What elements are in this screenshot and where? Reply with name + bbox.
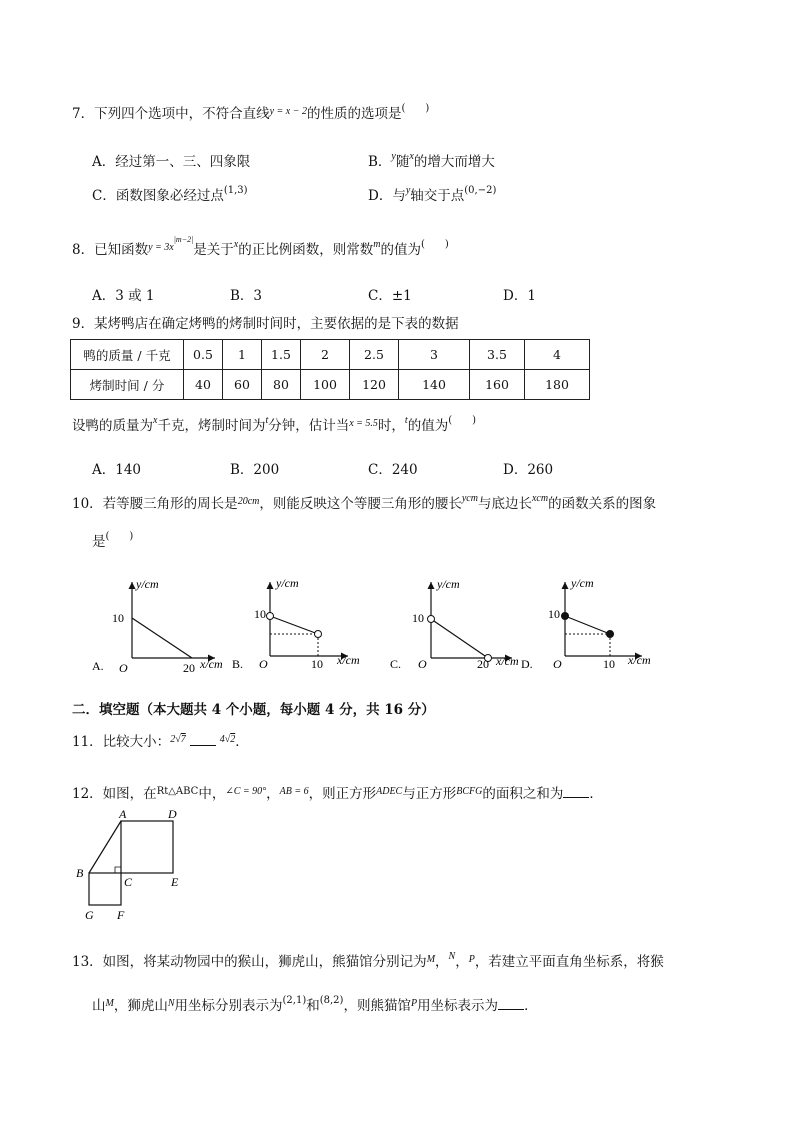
q7-d-prefix: D．与 [368, 188, 406, 204]
q13-m: M [426, 954, 436, 965]
q12-label-g: G [85, 908, 94, 922]
q7-b-post: 的增大而增大 [413, 154, 495, 170]
graph-c-y10: 10 [412, 611, 424, 625]
q12-square-2: BCFG [456, 786, 483, 797]
q10-stem [72, 492, 656, 512]
table-cell: 1.5 [262, 340, 301, 370]
q8-paren: ( ) [420, 239, 449, 250]
q7-d-mid: 轴交于点 [410, 188, 465, 204]
q8-m: m [373, 239, 381, 250]
q11-end: ． [235, 734, 249, 750]
section-2-heading: 二．填空题（本大题共 4 个小题，每小题 4 分，共 16 分） [72, 702, 435, 718]
graph-c-xlabel: x/cm [496, 654, 519, 668]
q13-stem [72, 950, 664, 970]
graph-a-y10: 10 [112, 611, 124, 625]
table-cell: 2 [301, 340, 350, 370]
q13-point-1: (2,1) [282, 995, 307, 1006]
q13-n: N [448, 951, 456, 962]
q13-p2: P [410, 998, 418, 1009]
q11-stem [72, 730, 249, 750]
q8-equation: y = 3x [148, 242, 174, 253]
q13-c1: ， [435, 954, 449, 970]
q11-stem-text: 11．比较大小： [72, 734, 171, 750]
q7-stem-b: 的性质的选项是 [306, 106, 402, 122]
q12-stem-c: ，则正方形 [308, 786, 377, 802]
q13-stem-b: ，若建立平面直角坐标系，将猴 [474, 954, 664, 970]
q12-figure [72, 806, 202, 924]
q12-stem [72, 782, 603, 802]
q12-angle: ∠C = 90° [225, 786, 267, 797]
graph-a-xlabel: x/cm [200, 657, 223, 671]
graph-d-ylabel: y/cm [571, 576, 594, 590]
graph-b-x10: 10 [311, 657, 323, 671]
graph-b-y10: 10 [254, 607, 266, 621]
q8-option-d: D．1 [503, 288, 536, 304]
q9-follow-e: 的值为 [407, 418, 449, 434]
q7-stem-a: 7．下列四个选项中，不符合直线 [72, 106, 270, 122]
q7-b-x: x [409, 151, 414, 162]
q9-data-table [70, 339, 590, 400]
q13-line2-c: 用坐标分别表示为 [174, 998, 283, 1014]
q10-stem-2 [92, 530, 133, 550]
table-cell: 140 [399, 370, 470, 400]
q12-label-e: E [171, 875, 179, 889]
q9-t: t [265, 415, 269, 426]
q7-d-point: (0,−2) [464, 185, 497, 196]
q8-option-b: B．3 [230, 288, 263, 304]
graph-d [521, 576, 651, 671]
graph-b-origin: O [259, 657, 268, 671]
q9-follow-a: 设鸭的质量为 [72, 418, 153, 434]
q8-exponent: |m−2| [173, 235, 194, 244]
q10-ycm: ycm [461, 493, 478, 504]
q13-line2-f: 用坐标表示为 [417, 998, 499, 1014]
q8-option-a: A．3 或 1 [92, 288, 155, 304]
q10-paren: ( ) [105, 531, 134, 542]
q13-point-2: (8,2) [319, 995, 344, 1006]
graph-a-x20: 20 [183, 661, 195, 675]
q12-label-b: B [76, 866, 84, 880]
q13-answer-blank [498, 997, 524, 1010]
table-cell: 120 [350, 370, 399, 400]
q10-stem-a: 10．若等腰三角形的周长是 [72, 496, 238, 512]
q10-stem-b: ，则能反映这个等腰三角形的腰长 [259, 496, 462, 512]
graph-a-ylabel: y/cm [136, 577, 159, 591]
table-cell: 180 [525, 370, 590, 400]
q11-rhs-coef: 4 [219, 734, 225, 745]
q12-stem-d: 与正方形 [402, 786, 457, 802]
graph-b-xlabel: x/cm [337, 653, 360, 667]
q10-perimeter: 20cm [237, 496, 260, 507]
q12-label-d: D [168, 807, 177, 821]
q13-line2-d: 和 [306, 998, 320, 1014]
graph-b-ylabel: y/cm [276, 576, 299, 590]
q13-n2: N [167, 998, 175, 1009]
q8-x: x [233, 239, 239, 250]
q8-stem [72, 235, 449, 258]
q11-rhs-radicand: 2 [230, 734, 236, 745]
graph-b-letter: B. [232, 657, 244, 671]
q7-paren: ( ) [401, 103, 430, 114]
q7-equation: y = x − 2 [269, 106, 307, 117]
q10-stem-d: 的函数关系的图象 [548, 496, 657, 512]
q12-label-a: A [119, 807, 127, 821]
q8-stem-a: 8．已知函数 [72, 242, 149, 258]
graph-d-xlabel: x/cm [628, 653, 651, 667]
graph-d-x10: 10 [603, 657, 615, 671]
table-cell: 80 [262, 370, 301, 400]
graph-d-letter: D. [521, 657, 533, 671]
q7-d-y: y [405, 185, 411, 196]
q9-follow [72, 414, 476, 434]
graph-c-origin: O [418, 657, 427, 671]
q7-c-prefix: C．函数图象必经过点 [92, 188, 224, 204]
q11-rhs: 4√2 [219, 734, 236, 745]
q7-option-a: A．经过第一、三、四象限 [92, 154, 251, 170]
q10-stem-e: 是 [92, 534, 106, 550]
q9-option-b: B．200 [230, 462, 280, 478]
table-cell: 100 [301, 370, 350, 400]
graph-b [232, 576, 360, 671]
q9-option-a: A．140 [92, 462, 142, 478]
graph-c-x20: 20 [477, 657, 489, 671]
q13-line2-e: ，则熊猫馆 [343, 998, 411, 1014]
graph-a-origin: O [119, 661, 128, 675]
table-row [71, 340, 590, 370]
q7-option-b [368, 150, 495, 170]
q9-x: x [153, 415, 158, 426]
q12-stem-e: 的面积之和为 [482, 786, 564, 802]
q7-c-point: (1,3) [223, 185, 248, 196]
q13-m2: M [105, 998, 114, 1009]
q12-label-f: F [117, 908, 125, 922]
q13-line2-b: ，狮虎山 [113, 998, 168, 1014]
table-cell: 3.5 [470, 340, 525, 370]
q13-end: ． [524, 998, 538, 1014]
q9-stem: 9．某烤鸭店在确定烤鸭的烤制时间时，主要依据的是下表的数据 [72, 316, 459, 332]
q11-lhs-radicand: 7 [180, 734, 186, 745]
q7-option-d [368, 184, 496, 204]
graph-a-letter: A. [92, 659, 104, 673]
graph-d-y10: 10 [548, 607, 560, 621]
q8-stem-c: 的正比例函数，则常数 [238, 242, 374, 258]
q12-answer-blank [563, 785, 589, 798]
q11-answer-blank [190, 733, 216, 746]
q10-xcm: xcm [531, 493, 549, 504]
q10-stem-c: 与底边长 [477, 496, 532, 512]
q7-stem [72, 102, 429, 122]
table-cell-label: 烤制时间 / 分 [71, 370, 184, 400]
q9-option-c: C．240 [368, 462, 418, 478]
graph-d-origin: O [553, 657, 562, 671]
q8-stem-b: 是关于 [193, 242, 234, 258]
q7-b-mid: 随 [395, 154, 410, 170]
q12-end: ． [589, 786, 603, 802]
table-cell: 40 [184, 370, 223, 400]
q13-line2-a: 山 [92, 998, 106, 1014]
table-cell: 4 [525, 340, 590, 370]
table-cell: 160 [470, 370, 525, 400]
table-cell: 0.5 [184, 340, 223, 370]
q11-lhs-coef: 2 [170, 734, 176, 745]
q12-triangle: Rt△ABC [156, 786, 199, 797]
q12-sep: ， [266, 786, 280, 802]
q9-follow-d: 时， [377, 418, 405, 434]
q9-follow-c: 分钟，估计当 [268, 418, 350, 434]
table-cell: 3 [399, 340, 470, 370]
table-cell-label: 鸭的质量 / 千克 [71, 340, 184, 370]
table-cell: 2.5 [350, 340, 399, 370]
graph-a [92, 577, 223, 675]
q12-stem-a: 12．如图，在 [72, 786, 157, 802]
q9-t2: t [404, 415, 408, 426]
table-row [71, 370, 590, 400]
q7-option-c [92, 184, 248, 204]
q9-option-d: D．260 [503, 462, 554, 478]
q10-graph-figures [0, 570, 800, 690]
q13-stem-2 [92, 994, 538, 1014]
graph-c [390, 577, 519, 671]
q7-b-y: y [391, 151, 396, 162]
q9-condition: x = 5.5 [349, 418, 378, 429]
q9-follow-b: 千克，烤制时间为 [157, 418, 266, 434]
q13-p: P [468, 954, 475, 965]
graph-c-letter: C. [390, 657, 402, 671]
q11-lhs: 2√7 [170, 734, 186, 745]
q8-option-c: C．±1 [368, 288, 412, 304]
q12-label-c: C [124, 875, 133, 889]
q8-stem-d: 的值为 [380, 242, 421, 258]
q13-stem-a: 13．如图，将某动物园中的猴山，狮虎山，熊猫馆分别记为 [72, 954, 427, 970]
q12-stem-b: 中， [198, 786, 226, 802]
q12-square-1: ADEC [376, 786, 403, 797]
graph-c-ylabel: y/cm [437, 577, 460, 591]
table-cell: 60 [223, 370, 262, 400]
table-cell: 1 [223, 340, 262, 370]
q7-b-prefix: B． [368, 154, 392, 170]
q13-c2: ， [455, 954, 469, 970]
q9-paren: ( ) [448, 415, 477, 426]
q12-ab: AB = 6 [279, 786, 309, 797]
